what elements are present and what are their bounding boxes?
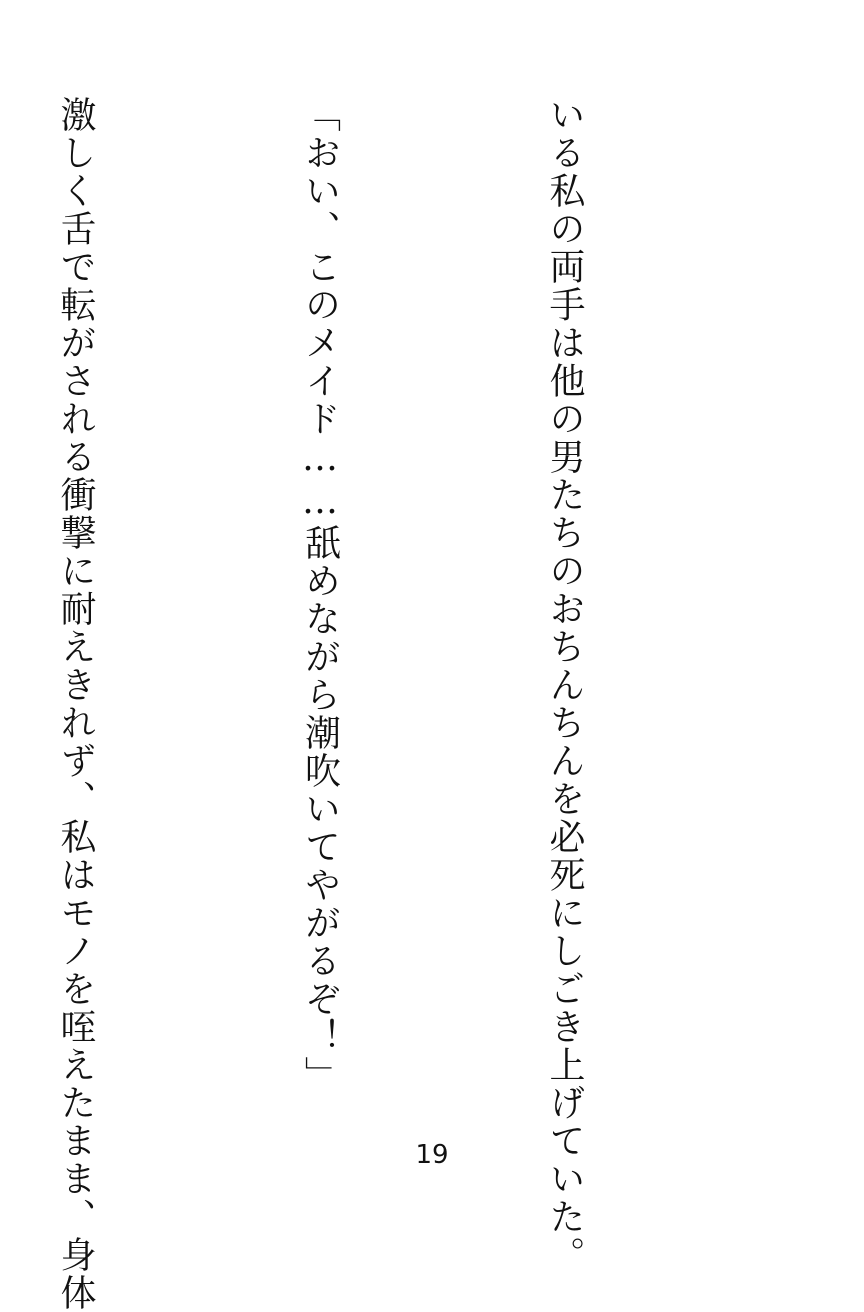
text-line-3: 激しく舌で転がされる衝撃に耐えきれず、私はモノを咥えたまま、身体 bbox=[55, 96, 96, 1312]
text-line-2: 「おい、このメイド……舐めながら潮吹いてやがるぞ！」 bbox=[299, 96, 341, 1094]
page-number: 19 bbox=[415, 1140, 449, 1170]
text-line-1: いる私の両手は他の男たちのおちんちんを必死にしごき上げていた。 bbox=[544, 96, 585, 1274]
